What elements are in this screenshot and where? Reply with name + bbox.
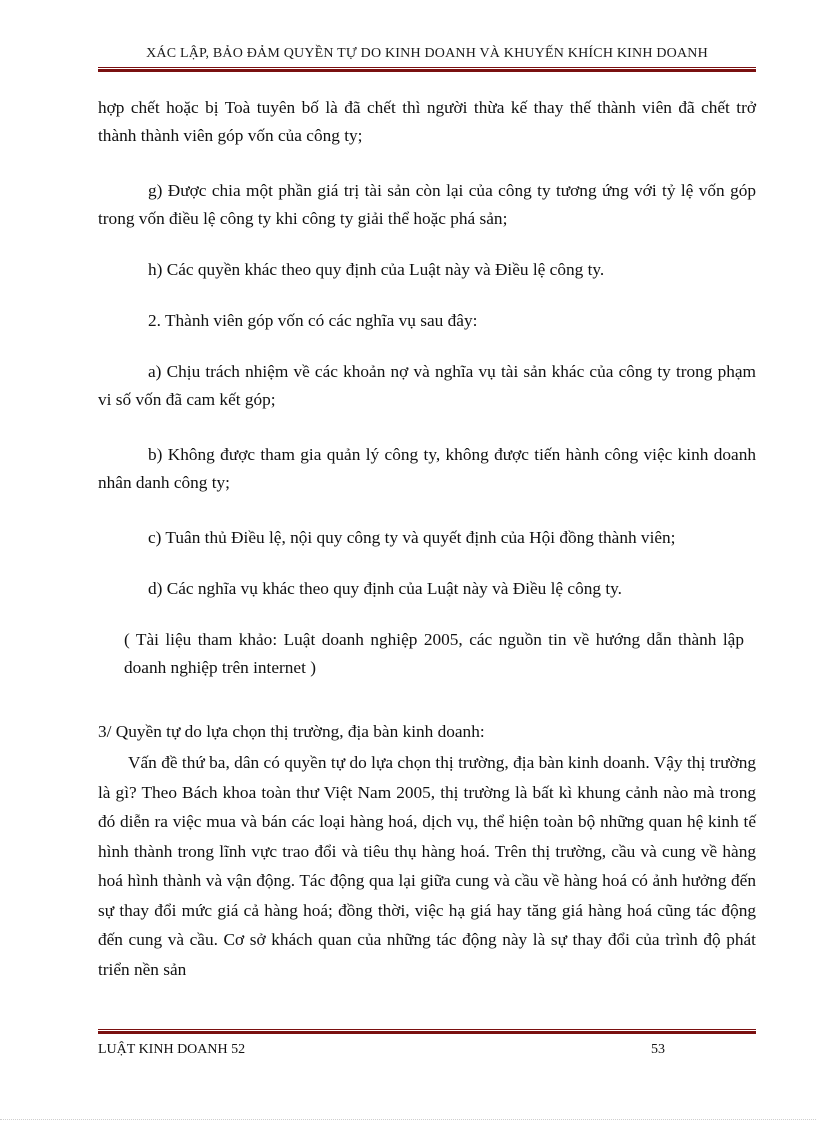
body-paragraph: hợp chết hoặc bị Toà tuyên bố là đã chết thì người thừa kế thay thế thành viên đã chết trở thành thành viên góp vốn của công ty;	[98, 98, 756, 145]
footer-rule	[98, 1029, 756, 1034]
body-paragraph: h) Các quyền khác theo quy định của Luật này và Điều lệ công ty.	[148, 260, 605, 279]
header-rule-thick	[98, 69, 756, 72]
page-number: 53	[651, 1042, 665, 1057]
section-paragraph: Vấn đề thứ ba, dân có quyền tự do lựa chọn thị trường, địa bàn kinh doanh. Vậy thị trường là gì? Theo Bách khoa toàn thư Việt Nam 2005, thị trường là bất kì khung cảnh nào mà trong đó diễn ra việc mua và bán các loại hàng hoá, dịch vụ, thể hiện toàn bộ những quan hệ kinh tế hình thành trong lĩnh vực trao đổi và tiêu thụ hàng hoá. Trên thị trường, cầu và cung về hàng hoá hình thành và vận động. Tác động qua lại giữa cung và cầu về hàng hoá có ảnh hưởng đến sự thay đổi mức giá cả hàng hoá; đồng thời, việc hạ giá hay tăng giá hàng hoá cũng tác động đến cung và cầu. Cơ sở khách quan của những tác động này là sự thay đổi của trình độ phát triển nền sản	[98, 753, 756, 979]
header-rule-thin	[98, 67, 756, 68]
footer-rule-thick	[98, 1031, 756, 1034]
body-paragraph: g) Được chia một phần giá trị tài sản còn lại của công ty tương ứng với tỷ lệ vốn góp trong vốn điều lệ công ty khi công ty giải thể hoặc phá sản;	[98, 181, 756, 228]
footer-course-label: LUẬT KINH DOANH 52	[98, 1042, 246, 1057]
body-paragraph: 2. Thành viên góp vốn có các nghĩa vụ sau đây:	[148, 311, 478, 330]
footer-rule-thin	[98, 1029, 756, 1030]
body-paragraph: c) Tuân thủ Điều lệ, nội quy công ty và quyết định của Hội đồng thành viên;	[148, 528, 676, 547]
body-paragraph: b) Không được tham gia quản lý công ty, không được tiến hành công việc kinh doanh nhân danh công ty;	[98, 445, 756, 492]
reference-note: ( Tài liệu tham khảo: Luật doanh nghiệp 2005, các nguồn tin về hướng dẫn thành lập doanh nghiệp trên internet )	[124, 630, 744, 677]
page-body	[98, 94, 756, 984]
running-header: XÁC LẬP, BẢO ĐẢM QUYỀN TỰ DO KINH DOANH VÀ KHUYẾN KHÍCH KINH DOANH	[146, 46, 708, 61]
header-rule	[98, 67, 756, 72]
page-edge-divider	[0, 1119, 816, 1120]
section-heading: 3/ Quyền tự do lựa chọn thị trường, địa bàn kinh doanh:	[98, 722, 485, 741]
body-paragraph: d) Các nghĩa vụ khác theo quy định của Luật này và Điều lệ công ty.	[148, 579, 622, 598]
body-paragraph: a) Chịu trách nhiệm về các khoản nợ và nghĩa vụ tài sản khác của công ty trong phạm vi số vốn đã cam kết góp;	[98, 362, 756, 409]
